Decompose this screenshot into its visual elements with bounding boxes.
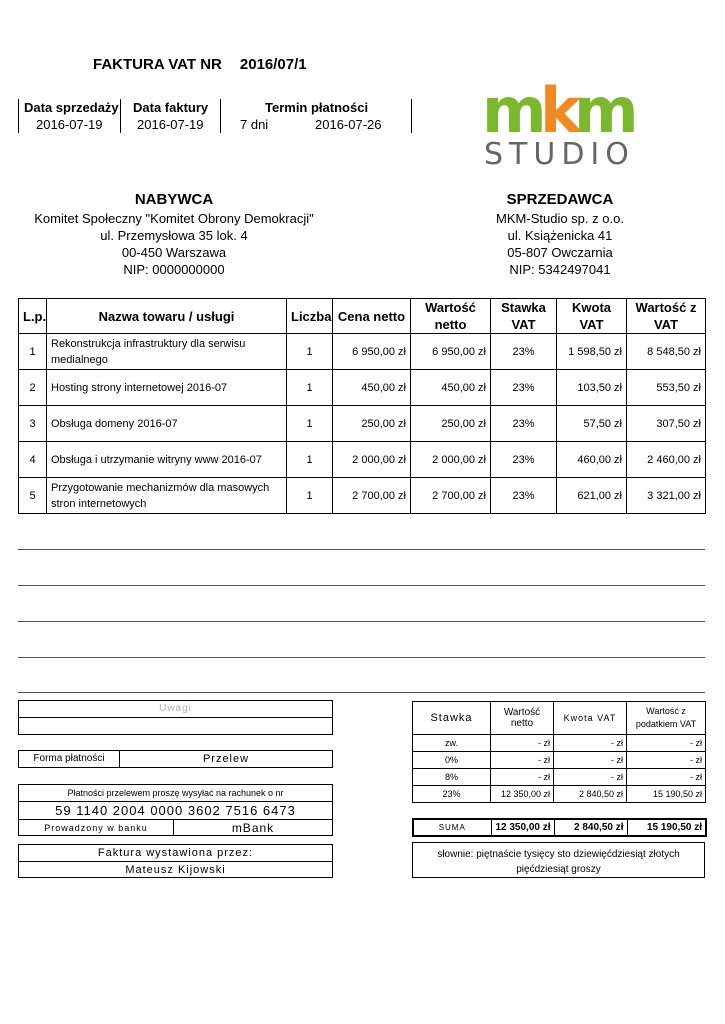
col-header-net-price: Cena netto — [333, 299, 411, 334]
blank-line — [18, 549, 705, 550]
table-row — [413, 786, 706, 803]
vat-row-rate: 8% — [413, 769, 491, 786]
vat-row-net: - zł — [491, 735, 554, 752]
issuer-box — [18, 844, 333, 878]
seller-heading: SPRZEDAWCA — [506, 191, 614, 208]
row-qty: 1 — [287, 478, 333, 514]
seller-city: 05-807 Owczarnia — [507, 245, 613, 260]
buyer-name: Komitet Społeczny "Komitet Obrony Demokracji" — [34, 211, 314, 226]
blank-line — [18, 585, 705, 586]
payment-method-label: Forma płatności — [19, 751, 120, 767]
logo-studio-text: STUDIO — [484, 137, 635, 170]
bank-account-box — [18, 784, 333, 836]
vat-row-vat: - zł — [554, 752, 627, 769]
row-net-price: 450,00 zł — [333, 370, 411, 406]
vat-col-vat: Kwota VAT — [554, 702, 627, 735]
sum-row — [413, 819, 706, 836]
vat-row-net: 12 350,00 zł — [491, 786, 554, 803]
vat-row-net: - zł — [491, 752, 554, 769]
vat-summary-header — [413, 702, 706, 735]
logo-letter-k: k — [540, 74, 582, 147]
col-header-gross-value: Wartość z VAT — [627, 299, 706, 334]
sum-label: SUMA — [413, 819, 491, 836]
sum-vat: 2 840,50 zł — [554, 819, 627, 836]
payment-term-days: 7 dni — [240, 117, 269, 132]
row-lp: 5 — [19, 478, 47, 514]
col-header-qty: Liczba — [287, 299, 333, 334]
sale-date-label: Data sprzedaży — [24, 100, 119, 115]
row-vat-amount: 460,00 zł — [557, 442, 627, 478]
logo-letter-m: m — [482, 74, 547, 147]
invoice-date-label: Data faktury — [133, 100, 209, 115]
payment-method-box — [18, 750, 333, 768]
row-lp: 1 — [19, 334, 47, 370]
row-net-price: 2 000,00 zł — [333, 442, 411, 478]
vat-col-gross: Wartość z podatkiem VAT — [627, 702, 706, 735]
row-vat-rate: 23% — [491, 334, 557, 370]
invoice-title — [93, 56, 307, 73]
invoice-number: 2016/07/1 — [239, 56, 307, 73]
col-header-lp: L.p. — [19, 299, 47, 334]
table-row — [413, 735, 706, 752]
vat-row-rate: zw. — [413, 735, 491, 752]
vat-row-rate: 0% — [413, 752, 491, 769]
row-vat-amount: 103,50 zł — [557, 370, 627, 406]
row-qty: 1 — [287, 370, 333, 406]
blank-line — [18, 621, 705, 622]
sum-net: 12 350,00 zł — [491, 819, 554, 836]
row-gross-value: 307,50 zł — [627, 406, 706, 442]
row-name: Hosting strony internetowej 2016-07 — [47, 370, 287, 406]
table-row — [19, 478, 706, 514]
row-net-value: 250,00 zł — [411, 406, 491, 442]
row-vat-rate: 23% — [491, 370, 557, 406]
bank-account-number: 59 1140 2004 0000 3602 7516 6473 — [19, 801, 332, 819]
amount-in-words: słownie: piętnaście tysięcy sto dziewięćdziesiąt złotych pięćdziesiąt groszy — [412, 842, 705, 878]
row-vat-rate: 23% — [491, 478, 557, 514]
col-header-net-value: Wartość netto — [411, 299, 491, 334]
row-qty: 1 — [287, 334, 333, 370]
vat-row-rate: 23% — [413, 786, 491, 803]
bank-name: mBank — [174, 819, 332, 835]
col-header-vat-rate: Stawka VAT — [491, 299, 557, 334]
notes-box — [18, 700, 333, 735]
seller-name: MKM-Studio sp. z o.o. — [496, 211, 624, 226]
notes-value — [19, 717, 332, 734]
row-gross-value: 8 548,50 zł — [627, 334, 706, 370]
table-row — [413, 769, 706, 786]
mkm-studio-logo — [478, 70, 638, 170]
sale-date-value: 2016-07-19 — [36, 117, 103, 132]
row-net-value: 450,00 zł — [411, 370, 491, 406]
vat-row-gross: - zł — [627, 769, 706, 786]
header-divider — [120, 99, 121, 133]
vat-row-gross: - zł — [627, 735, 706, 752]
table-row — [19, 334, 706, 370]
table-row — [19, 370, 706, 406]
vat-row-gross: 15 190,50 zł — [627, 786, 706, 803]
row-net-price: 2 700,00 zł — [333, 478, 411, 514]
row-name: Obsługa domeny 2016-07 — [47, 406, 287, 442]
row-qty: 1 — [287, 406, 333, 442]
buyer-nip: NIP: 0000000000 — [123, 262, 225, 277]
row-net-value: 2 000,00 zł — [411, 442, 491, 478]
vat-row-vat: - zł — [554, 735, 627, 752]
items-table — [18, 298, 706, 514]
header-divider — [411, 99, 412, 133]
vat-row-net: - zł — [491, 769, 554, 786]
row-vat-amount: 57,50 zł — [557, 406, 627, 442]
row-gross-value: 2 460,00 zł — [627, 442, 706, 478]
transfer-note: Płatności przelewem proszę wysyłać na rachunek o nr — [67, 788, 284, 798]
sum-gross: 15 190,50 zł — [627, 819, 706, 836]
vat-row-vat: 2 840,50 zł — [554, 786, 627, 803]
invoice-title-label: FAKTURA VAT NR — [93, 56, 222, 73]
row-name: Obsługa i utrzymanie witryny www 2016-07 — [47, 442, 287, 478]
col-header-vat-amount: Kwota VAT — [557, 299, 627, 334]
row-gross-value: 3 321,00 zł — [627, 478, 706, 514]
buyer-street: ul. Przemysłowa 35 lok. 4 — [100, 228, 248, 243]
seller-street: ul. Książenicka 41 — [507, 228, 613, 243]
row-name: Rekonstrukcja infrastruktury dla serwisu medialnego — [47, 334, 287, 370]
payment-due-date: 2016-07-26 — [315, 117, 382, 132]
notes-label: Uwagi — [159, 703, 192, 714]
row-net-value: 2 700,00 zł — [411, 478, 491, 514]
row-vat-rate: 23% — [491, 406, 557, 442]
row-lp: 2 — [19, 370, 47, 406]
row-qty: 1 — [287, 442, 333, 478]
table-row — [413, 752, 706, 769]
row-name: Przygotowanie mechanizmów dla masowych stron internetowych — [47, 478, 287, 514]
buyer-block — [18, 190, 330, 278]
payment-method-value: Przelew — [202, 753, 250, 765]
row-lp: 4 — [19, 442, 47, 478]
row-net-price: 250,00 zł — [333, 406, 411, 442]
header-divider — [18, 99, 19, 133]
vat-summary-table — [412, 701, 706, 803]
vat-col-net: Wartość netto — [491, 702, 554, 735]
issuer-label: Faktura wystawiona przez: — [97, 847, 254, 859]
row-vat-amount: 1 598,50 zł — [557, 334, 627, 370]
vat-col-rate: Stawka — [413, 702, 491, 735]
row-lp: 3 — [19, 406, 47, 442]
vat-row-gross: - zł — [627, 752, 706, 769]
items-header-row — [19, 299, 706, 334]
row-net-price: 6 950,00 zł — [333, 334, 411, 370]
buyer-city: 00-450 Warszawa — [121, 245, 227, 260]
logo-letter-m: m — [574, 74, 638, 147]
row-net-value: 6 950,00 zł — [411, 334, 491, 370]
payment-term-label: Termin płatności — [265, 100, 369, 115]
seller-block — [440, 190, 680, 278]
row-vat-rate: 23% — [491, 442, 557, 478]
vat-summary-total — [412, 818, 707, 837]
bank-label: Prowadzony w banku — [19, 819, 174, 835]
blank-line — [18, 657, 705, 658]
row-vat-amount: 621,00 zł — [557, 478, 627, 514]
blank-line — [18, 692, 705, 693]
row-gross-value: 553,50 zł — [627, 370, 706, 406]
invoice-date-value: 2016-07-19 — [137, 117, 204, 132]
buyer-heading: NABYWCA — [134, 191, 214, 208]
table-row — [19, 442, 706, 478]
vat-row-vat: - zł — [554, 769, 627, 786]
header-divider — [220, 99, 221, 133]
company-logo — [478, 70, 638, 170]
seller-nip: NIP: 5342497041 — [509, 262, 611, 277]
table-row — [19, 406, 706, 442]
issuer-name: Mateusz Kijowski — [19, 861, 332, 877]
col-header-name: Nazwa towaru / usługi — [47, 299, 287, 334]
